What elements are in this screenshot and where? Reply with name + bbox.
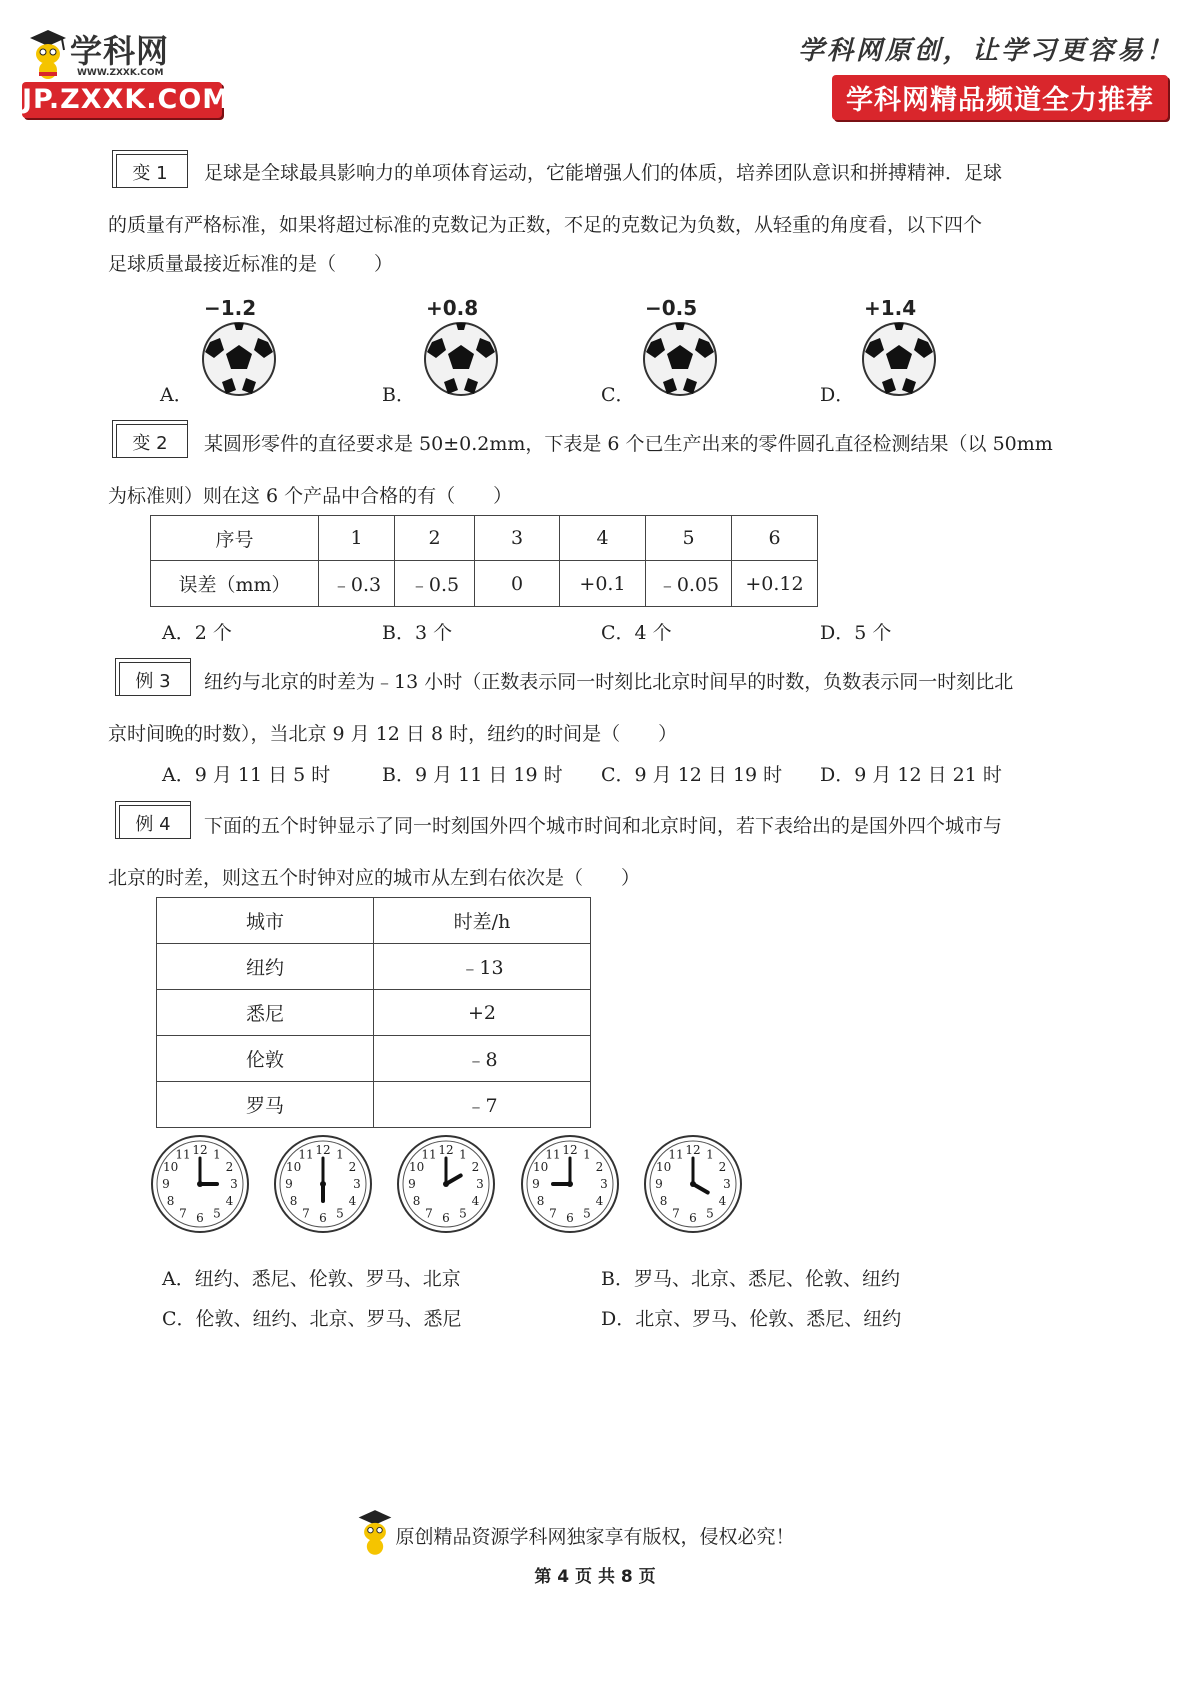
option-a: A．9 月 11 日 5 时 [162,764,331,786]
svg-text:9: 9 [408,1177,416,1191]
table-row [157,1036,591,1082]
soccer-ball-icon [641,320,719,398]
svg-text:6: 6 [442,1211,450,1225]
svg-text:1: 1 [459,1147,467,1162]
svg-text:1: 1 [336,1147,344,1162]
svg-text:6: 6 [319,1211,327,1225]
option-c: C．4 个 [601,622,672,644]
option-c: C．9 月 12 日 19 时 [601,764,783,786]
table-cell: 序号 [151,516,319,561]
table-row [157,1082,591,1128]
svg-text:6: 6 [689,1211,697,1225]
svg-text:8: 8 [536,1194,545,1208]
svg-text:10: 10 [655,1160,672,1174]
svg-text:10: 10 [285,1160,302,1174]
table-cell: 纽约 [157,944,374,990]
svg-text:7: 7 [179,1206,187,1221]
ball-mass-value: −0.5 [645,296,698,320]
svg-text:3: 3 [230,1177,238,1191]
svg-text:9: 9 [162,1177,170,1191]
svg-text:1: 1 [706,1147,714,1162]
table-cell: ﹣0.05 [646,561,732,607]
svg-text:9: 9 [655,1177,663,1191]
table-cell: 2 [395,516,475,561]
svg-text:2: 2 [718,1160,727,1174]
option-letter: B． [382,384,415,406]
header-slogan-block [798,30,1176,120]
svg-text:5: 5 [336,1206,344,1221]
clock-icon [394,1132,498,1236]
svg-text:1: 1 [213,1147,221,1162]
table-cell: ﹣8 [374,1036,591,1082]
svg-text:4: 4 [718,1194,727,1208]
table-cell: 1 [319,516,395,561]
svg-text:12: 12 [685,1143,701,1157]
soccer-ball-icon [200,320,278,398]
table-cell: 城市 [157,898,374,944]
svg-text:8: 8 [412,1194,421,1208]
option-letter: A． [160,384,193,406]
svg-text:4: 4 [348,1194,357,1208]
table-row [157,944,591,990]
svg-text:9: 9 [285,1177,293,1191]
clock-icon [271,1132,375,1236]
svg-text:5: 5 [583,1206,591,1221]
mascot-icon [26,28,70,80]
svg-text:2: 2 [225,1160,234,1174]
svg-text:11: 11 [545,1147,561,1162]
page-number: 第 4 页 共 8 页 [534,1567,656,1587]
svg-text:11: 11 [421,1147,437,1162]
svg-text:3: 3 [600,1177,608,1191]
svg-text:12: 12 [192,1143,208,1157]
question-label: 例 4 [115,801,191,839]
svg-text:2: 2 [348,1160,357,1174]
svg-text:8: 8 [166,1194,175,1208]
table-row [157,990,591,1036]
table-cell: 伦敦 [157,1036,374,1082]
svg-text:7: 7 [672,1206,680,1221]
question-text: 足球是全球最具影响力的单项体育运动，它能增强人们的体质，培养团队意识和拼搏精神．足球 [204,162,1003,184]
copyright-notice: 原创精品资源学科网独家享有版权，侵权必究！ [395,1526,795,1548]
question-text: 的质量有严格标准，如果将超过标准的克数记为正数，不足的克数记为负数，从轻重的角度看，以下四个 [108,214,983,236]
svg-text:8: 8 [289,1194,298,1208]
svg-text:11: 11 [298,1147,314,1162]
table-cell: 3 [475,516,560,561]
question-text: 下面的五个时钟显示了同一时刻国外四个城市时间和北京时间，若下表给出的是国外四个城市与 [204,815,1003,837]
svg-text:12: 12 [562,1143,578,1157]
question-label: 例 3 [115,658,191,696]
svg-text:5: 5 [213,1206,221,1221]
site-url: WWW.ZXXK.COM [77,68,164,78]
svg-text:9: 9 [532,1177,540,1191]
svg-text:3: 3 [353,1177,361,1191]
svg-text:5: 5 [706,1206,714,1221]
option-d: D．9 月 12 日 21 时 [820,764,1002,786]
ball-mass-value: +1.4 [864,296,917,320]
table-cell: 时差/h [374,898,591,944]
clock-icon [518,1132,622,1236]
soccer-ball-icon [860,320,938,398]
svg-text:3: 3 [723,1177,731,1191]
option-letter: C． [601,384,635,406]
soccer-ball-icon [422,320,500,398]
table-cell: 0 [475,561,560,607]
question-text: 为标准则）则在这 6 个产品中合格的有（ ） [108,485,513,507]
svg-text:1: 1 [583,1147,591,1162]
clock-icon [148,1132,252,1236]
svg-text:5: 5 [459,1206,467,1221]
timezone-table [156,897,591,1128]
option-b: B．罗马、北京、悉尼、伦敦、纽约 [601,1268,900,1290]
question-text: 京时间晚的时数），当北京 9 月 12 日 8 时，纽约的时间是（ ） [108,723,678,745]
option-a: A．纽约、悉尼、伦敦、罗马、北京 [162,1268,461,1290]
svg-text:6: 6 [196,1211,204,1225]
svg-text:4: 4 [595,1194,604,1208]
svg-text:4: 4 [471,1194,480,1208]
site-name: 学科网 [70,32,170,70]
option-d: D．5 个 [820,622,892,644]
svg-text:3: 3 [476,1177,484,1191]
clock-icon [641,1132,745,1236]
slogan: 学科网原创，让学习更容易！ [798,36,1176,66]
question-label: 变 2 [112,420,188,458]
table-row [151,516,818,561]
svg-text:6: 6 [566,1211,574,1225]
site-logo [22,22,231,122]
svg-text:2: 2 [471,1160,480,1174]
svg-text:7: 7 [549,1206,557,1221]
svg-text:12: 12 [315,1143,331,1157]
question-text: 足球质量最接近标准的是（ ） [108,253,394,275]
svg-text:2: 2 [595,1160,604,1174]
svg-text:11: 11 [175,1147,191,1162]
table-row [151,561,818,607]
svg-text:12: 12 [438,1143,454,1157]
svg-text:4: 4 [225,1194,234,1208]
svg-text:7: 7 [302,1206,310,1221]
question-text: 某圆形零件的直径要求是 50±0.2mm，下表是 6 个已生产出来的零件圆孔直径检测结果（以 50mm [204,433,1053,455]
svg-text:11: 11 [668,1147,684,1162]
option-c: C．伦敦、纽约、北京、罗马、悉尼 [162,1308,462,1330]
table-cell: 6 [732,516,818,561]
ball-mass-value: −1.2 [204,296,257,320]
table-cell: ﹣7 [374,1082,591,1128]
table-cell: +0.1 [560,561,646,607]
table-row [157,898,591,944]
option-d: D．北京、罗马、伦敦、悉尼、纽约 [601,1308,902,1330]
svg-text:7: 7 [425,1206,433,1221]
table-cell: +0.12 [732,561,818,607]
option-a: A．2 个 [162,622,232,644]
table-cell: +2 [374,990,591,1036]
table-cell: ﹣13 [374,944,591,990]
option-b: B．3 个 [382,622,453,644]
table-cell: 悉尼 [157,990,374,1036]
svg-text:10: 10 [408,1160,425,1174]
error-table [150,515,818,607]
table-cell: ﹣0.3 [319,561,395,607]
option-b: B．9 月 11 日 19 时 [382,764,563,786]
table-cell: 误差（mm） [151,561,319,607]
table-cell: 4 [560,516,646,561]
svg-text:8: 8 [659,1194,668,1208]
question-text: 纽约与北京的时差为﹣13 小时（正数表示同一时刻比北京时间早的时数，负数表示同一时刻比北 [204,671,1014,693]
svg-text:10: 10 [532,1160,549,1174]
domain-badge: JP.ZXXK.COM [22,82,222,118]
table-cell: 5 [646,516,732,561]
banner: 学科网精品频道全力推荐 [832,75,1168,120]
question-text: 北京的时差，则这五个时钟对应的城市从左到右依次是（ ） [108,867,641,889]
table-cell: 罗马 [157,1082,374,1128]
question-label: 变 1 [112,150,188,188]
svg-text:10: 10 [162,1160,179,1174]
ball-mass-value: +0.8 [426,296,479,320]
option-letter: D． [820,384,855,406]
table-cell: ﹣0.5 [395,561,475,607]
